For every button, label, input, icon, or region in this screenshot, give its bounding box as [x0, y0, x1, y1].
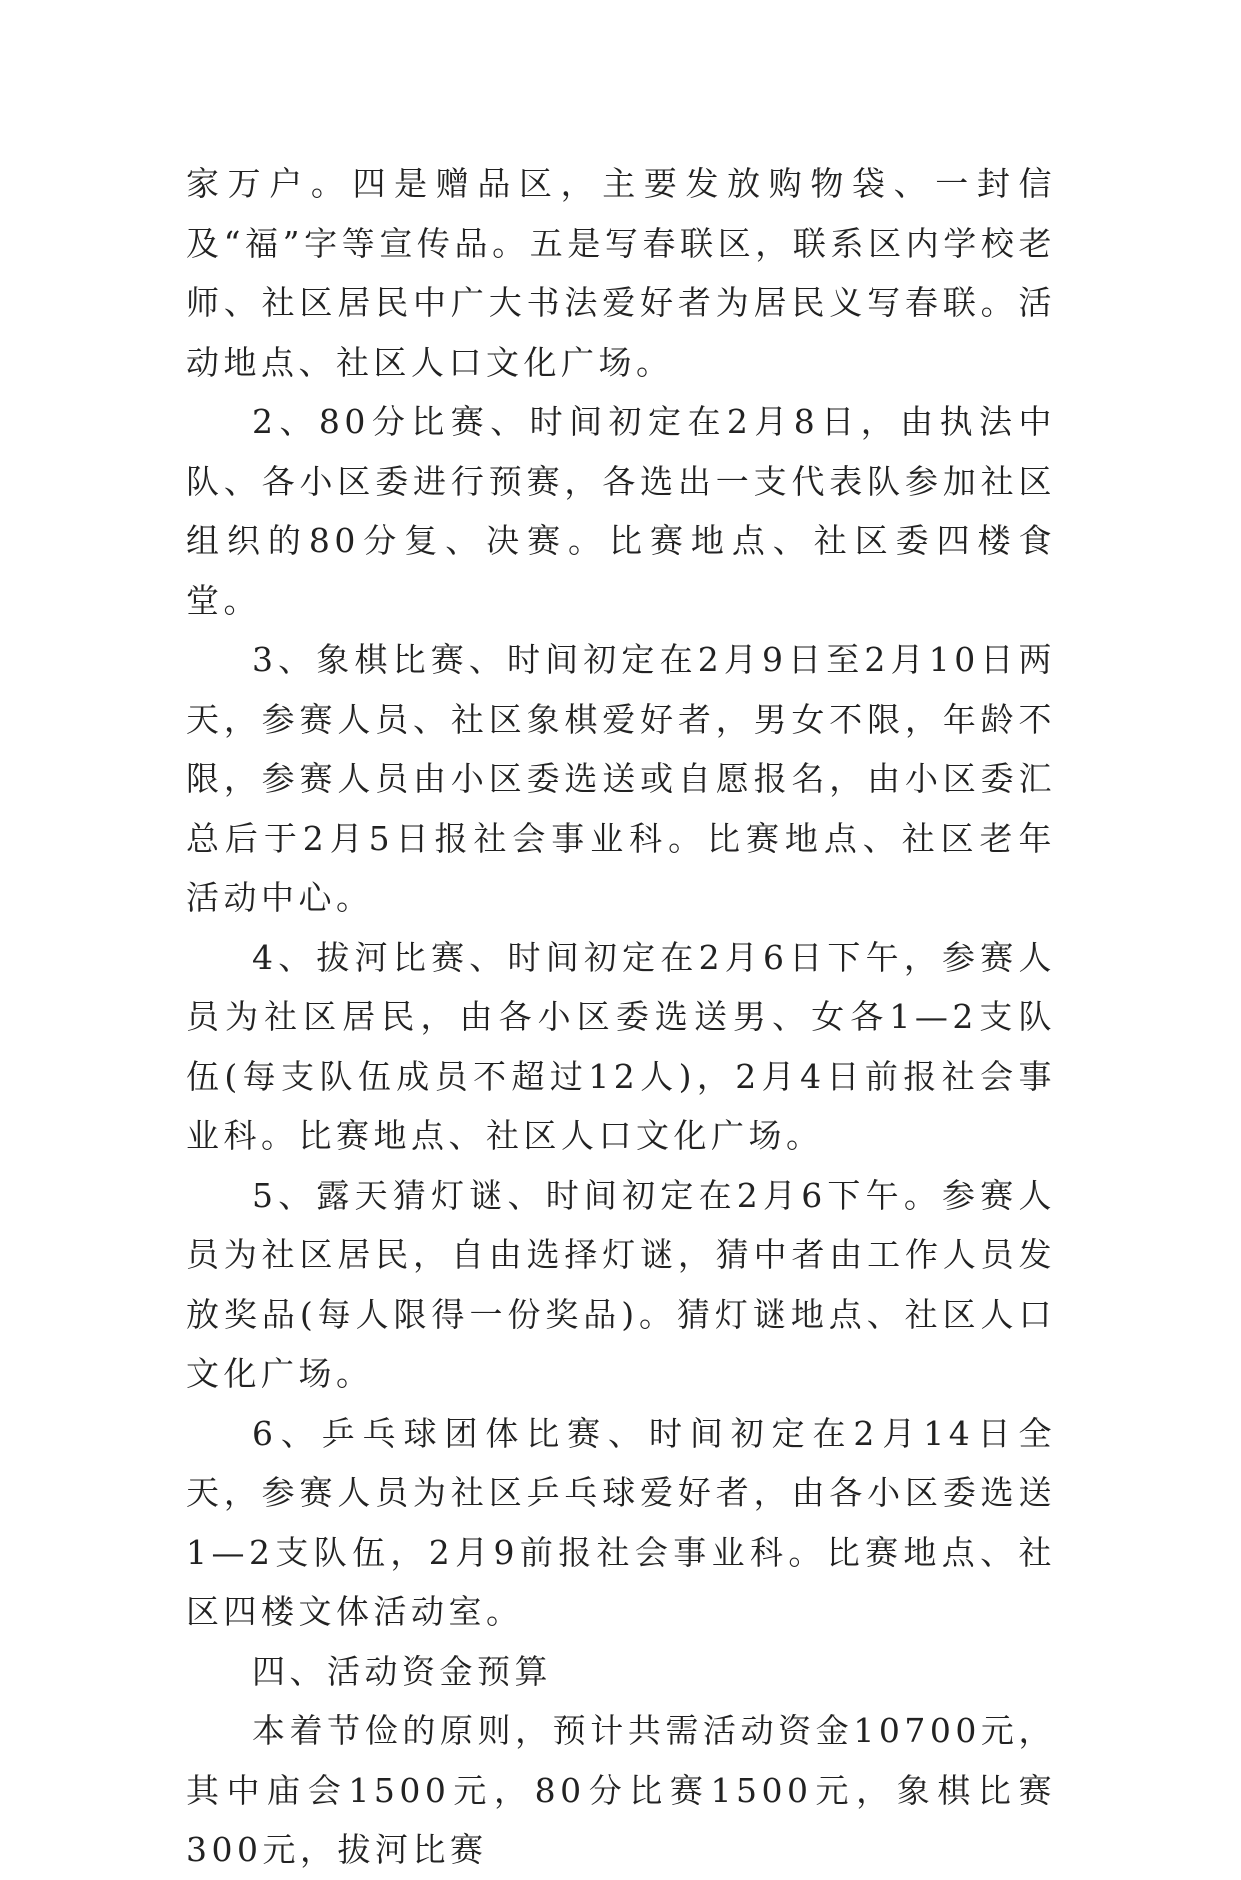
paragraph-item-5: 5、露天猜灯谜、时间初定在2月6下午。参赛人员为社区居民，自由选择灯谜，猜中者由工作人员发放奖品(每人限得一份奖品)。猜灯谜地点、社区人口文化广场。: [186, 1175, 1056, 1393]
paragraph-item-2: 2、80分比赛、时间初定在2月8日，由执法中队、各小区委进行预赛，各选出一支代表队参加社区组织的80分复、决赛。比赛地点、社区委四楼食堂。: [186, 402, 1056, 620]
paragraph-item-6: 6、乒乓球团体比赛、时间初定在2月14日全天，参赛人员为社区乒乓球爱好者，由各小区委选送1—2支队伍，2月9前报社会事业科。比赛地点、社区四楼文体活动室。: [186, 1413, 1056, 1631]
paragraph-item-3: 3、象棋比赛、时间初定在2月9日至2月10日两天，参赛人员、社区象棋爱好者，男女不限，年龄不限，参赛人员由小区委选送或自愿报名，由小区委汇总后于2月5日报社会事业科。比赛地点、社区老年活动中心。: [186, 640, 1056, 917]
paragraph-item-4: 4、拔河比赛、时间初定在2月6日下午，参赛人员为社区居民，由各小区委选送男、女各1—2支队伍(每支队伍成员不超过12人)，2月4日前报社会事业科。比赛地点、社区人口文化广场。: [186, 937, 1056, 1155]
paragraph-continuation: 家万户。四是赠品区，主要发放购物袋、一封信及“福”字等宣传品。五是写春联区，联系区内学校老师、社区居民中广大书法爱好者为居民义写春联。活动地点、社区人口文化广场。: [186, 164, 1056, 382]
paragraph-budget: 本着节俭的原则，预计共需活动资金10700元，其中庙会1500元，80分比赛1500元，象棋比赛300元，拔河比赛: [186, 1711, 1056, 1869]
document-body: [186, 154, 1056, 1880]
section-heading: 四、活动资金预算: [252, 1651, 552, 1691]
